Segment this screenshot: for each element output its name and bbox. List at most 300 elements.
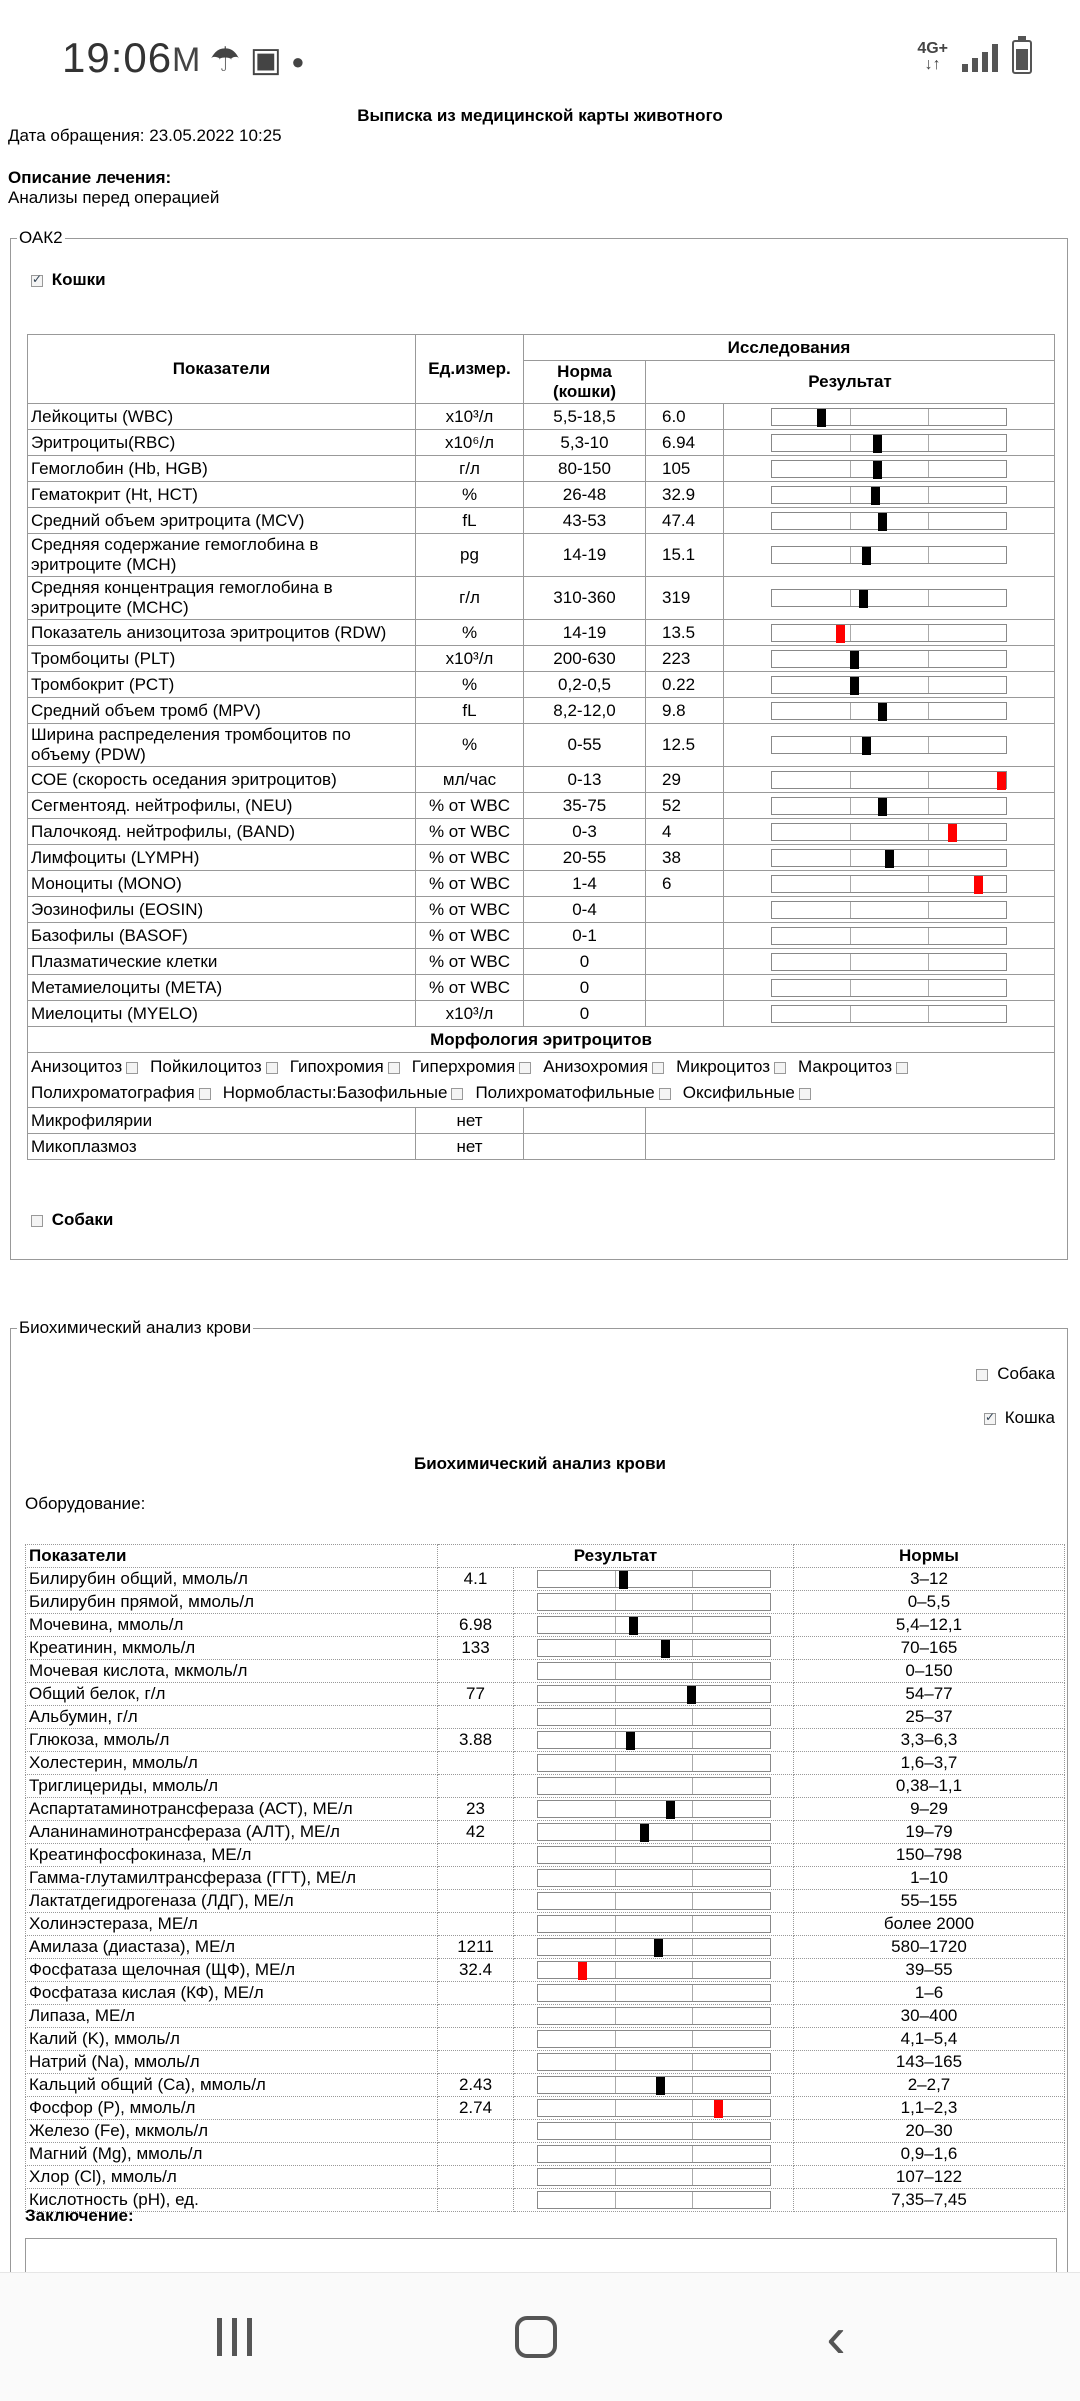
bio-indicator-value bbox=[438, 1591, 514, 1614]
cat-option bbox=[980, 1408, 1055, 1428]
indicator-norm: 5,5-18,5 bbox=[524, 404, 646, 430]
indicator-bar bbox=[724, 456, 1055, 482]
bio-indicator-bar bbox=[514, 2028, 794, 2051]
bio-indicator-name: Магний (Mg), ммоль/л bbox=[26, 2143, 438, 2166]
status-bar bbox=[0, 0, 1080, 110]
result-marker bbox=[626, 1732, 635, 1750]
bio-indicator-bar bbox=[514, 1936, 794, 1959]
signal-icon bbox=[962, 42, 998, 72]
indicator-norm: 0 bbox=[524, 949, 646, 975]
indicator-name: Средняя концентрация гемоглобина в эритроците (MCHC) bbox=[28, 577, 416, 620]
table-row bbox=[28, 724, 1055, 767]
indicator-value: 29 bbox=[646, 767, 724, 793]
bio-indicator-value bbox=[438, 1706, 514, 1729]
bio-indicator-value bbox=[438, 1867, 514, 1890]
indicator-bar bbox=[724, 767, 1055, 793]
indicator-bar bbox=[724, 698, 1055, 724]
bio-indicator-bar bbox=[514, 1729, 794, 1752]
morphology-checkbox[interactable] bbox=[126, 1062, 138, 1074]
result-marker bbox=[948, 824, 957, 842]
result-marker bbox=[878, 703, 887, 721]
table-row bbox=[26, 2166, 1065, 2189]
bio-indicator-bar bbox=[514, 1959, 794, 1982]
result-bar bbox=[537, 2053, 771, 2071]
bio-indicator-bar bbox=[514, 2005, 794, 2028]
table-row bbox=[26, 1982, 1065, 2005]
table-row bbox=[28, 1108, 1055, 1134]
indicator-value bbox=[646, 975, 724, 1001]
morphology-label: Полихроматография bbox=[31, 1083, 195, 1102]
indicator-value: 223 bbox=[646, 646, 724, 672]
indicator-bar bbox=[724, 646, 1055, 672]
table-row bbox=[28, 949, 1055, 975]
result-bar bbox=[771, 624, 1007, 642]
bio-indicator-value bbox=[438, 2051, 514, 2074]
bio-indicator-norm: более 2000 bbox=[794, 1913, 1065, 1936]
morphology-checkbox[interactable] bbox=[388, 1062, 400, 1074]
morphology-option bbox=[31, 1057, 142, 1076]
table-row bbox=[28, 975, 1055, 1001]
bio-indicator-norm: 70–165 bbox=[794, 1637, 1065, 1660]
result-bar bbox=[537, 1869, 771, 1887]
bio-indicator-bar bbox=[514, 1614, 794, 1637]
cats-label: Кошки bbox=[51, 270, 106, 289]
indicator-name: Базофилы (BASOF) bbox=[28, 923, 416, 949]
indicator-value: 6.0 bbox=[646, 404, 724, 430]
app-icon: ▣ bbox=[249, 41, 282, 79]
morphology-label: Микроцитоз bbox=[676, 1057, 771, 1076]
result-marker bbox=[850, 651, 859, 669]
bio-indicator-bar bbox=[514, 1752, 794, 1775]
result-marker bbox=[873, 435, 882, 453]
table-row bbox=[28, 404, 1055, 430]
result-bar bbox=[537, 1708, 771, 1726]
result-bar bbox=[537, 1892, 771, 1910]
bio-indicator-norm: 580–1720 bbox=[794, 1936, 1065, 1959]
table-row bbox=[28, 1001, 1055, 1027]
bio-table bbox=[25, 1544, 1065, 2212]
indicator-unit: x10⁶/л bbox=[416, 430, 524, 456]
result-marker bbox=[578, 1962, 587, 1980]
indicator-value: 105 bbox=[646, 456, 724, 482]
morphology-checkbox[interactable] bbox=[659, 1088, 671, 1100]
bio-legend: Биохимический анализ крови bbox=[19, 1318, 252, 1337]
result-bar bbox=[771, 650, 1007, 668]
result-bar bbox=[771, 486, 1007, 504]
indicator-norm: 20-55 bbox=[524, 845, 646, 871]
table-row bbox=[28, 577, 1055, 620]
bio-indicator-value: 32.4 bbox=[438, 1959, 514, 1982]
result-marker bbox=[654, 1939, 663, 1957]
indicator-norm: 26-48 bbox=[524, 482, 646, 508]
morphology-checkbox[interactable] bbox=[519, 1062, 531, 1074]
table-row bbox=[26, 1821, 1065, 1844]
indicator-value: 12.5 bbox=[646, 724, 724, 767]
indicator-bar bbox=[724, 897, 1055, 923]
morphology-label: Нормобласты:Базофильные bbox=[222, 1083, 448, 1102]
table-row bbox=[26, 1890, 1065, 1913]
result-marker bbox=[885, 850, 894, 868]
indicator-norm: 0-4 bbox=[524, 897, 646, 923]
result-bar bbox=[537, 2122, 771, 2140]
indicator-name: Показатель анизоцитоза эритроцитов (RDW) bbox=[28, 620, 416, 646]
bio-indicator-name: Кальций общий (Ca), ммоль/л bbox=[26, 2074, 438, 2097]
indicator-value: 4 bbox=[646, 819, 724, 845]
bio-indicator-norm: 150–798 bbox=[794, 1844, 1065, 1867]
result-bar bbox=[771, 849, 1007, 867]
result-marker bbox=[873, 461, 882, 479]
morphology-option bbox=[223, 1083, 468, 1102]
indicator-value: 47.4 bbox=[646, 508, 724, 534]
result-marker bbox=[997, 772, 1006, 790]
table-row bbox=[26, 1729, 1065, 1752]
bio-indicator-name: Амилаза (диастаза), МЕ/л bbox=[26, 1936, 438, 1959]
indicator-unit: г/л bbox=[416, 577, 524, 620]
morphology-option bbox=[475, 1083, 674, 1102]
bio-indicator-name: Фосфатаза кислая (КФ), МЕ/л bbox=[26, 1982, 438, 2005]
indicator-unit: fL bbox=[416, 698, 524, 724]
indicator-name: Гемоглобин (Hb, HGB) bbox=[28, 456, 416, 482]
table-row bbox=[28, 534, 1055, 577]
bio-indicator-norm: 19–79 bbox=[794, 1821, 1065, 1844]
bio-indicator-value: 133 bbox=[438, 1637, 514, 1660]
indicator-name: Палочкояд. нейтрофилы, (BAND) bbox=[28, 819, 416, 845]
indicator-bar bbox=[724, 534, 1055, 577]
morphology-option bbox=[31, 1083, 215, 1102]
bio-indicator-bar bbox=[514, 1798, 794, 1821]
bio-indicator-norm: 3,3–6,3 bbox=[794, 1729, 1065, 1752]
indicator-value bbox=[646, 897, 724, 923]
back-button[interactable]: ‹ bbox=[826, 2304, 846, 2370]
morphology-title: Морфология эритроцитов bbox=[28, 1027, 1055, 1053]
cats-option bbox=[27, 270, 106, 290]
result-bar bbox=[537, 2191, 771, 2209]
bio-indicator-bar bbox=[514, 1637, 794, 1660]
extra-name: Микоплазмоз bbox=[28, 1134, 416, 1160]
bio-indicator-name: Липаза, МЕ/л bbox=[26, 2005, 438, 2028]
result-bar bbox=[771, 927, 1007, 945]
bio-indicator-name: Лактатдегидрогеназа (ЛДГ), МЕ/л bbox=[26, 1890, 438, 1913]
bio-indicator-norm: 25–37 bbox=[794, 1706, 1065, 1729]
indicator-value bbox=[646, 949, 724, 975]
header-norm: Норма (кошки) bbox=[524, 361, 646, 404]
indicator-bar bbox=[724, 923, 1055, 949]
indicator-bar bbox=[724, 577, 1055, 620]
home-button[interactable] bbox=[496, 2307, 576, 2367]
bio-indicator-name: Билирубин прямой, ммоль/л bbox=[26, 1591, 438, 1614]
indicator-bar bbox=[724, 949, 1055, 975]
morphology-checkbox[interactable] bbox=[774, 1062, 786, 1074]
morphology-checkbox[interactable] bbox=[799, 1088, 811, 1100]
bio-indicator-norm: 143–165 bbox=[794, 2051, 1065, 2074]
indicator-bar bbox=[724, 404, 1055, 430]
treatment-text: Анализы перед операцией bbox=[8, 188, 220, 207]
result-bar bbox=[771, 953, 1007, 971]
table-row bbox=[26, 1913, 1065, 1936]
indicator-unit: % от WBC bbox=[416, 845, 524, 871]
indicator-unit: % bbox=[416, 724, 524, 767]
result-bar bbox=[537, 1639, 771, 1657]
indicator-norm: 14-19 bbox=[524, 534, 646, 577]
result-bar bbox=[537, 2076, 771, 2094]
oak-legend: ОАК2 bbox=[19, 228, 63, 247]
result-bar bbox=[771, 702, 1007, 720]
indicator-norm: 14-19 bbox=[524, 620, 646, 646]
table-row bbox=[26, 1706, 1065, 1729]
result-bar bbox=[537, 1961, 771, 1979]
result-bar bbox=[771, 875, 1007, 893]
result-bar bbox=[771, 771, 1007, 789]
result-bar bbox=[771, 823, 1007, 841]
bio-indicator-norm: 30–400 bbox=[794, 2005, 1065, 2028]
bio-indicator-bar bbox=[514, 1821, 794, 1844]
indicator-unit: fL bbox=[416, 508, 524, 534]
result-bar bbox=[537, 1777, 771, 1795]
table-row bbox=[26, 1936, 1065, 1959]
cats-checkbox[interactable] bbox=[31, 275, 43, 287]
indicator-norm: 0,2-0,5 bbox=[524, 672, 646, 698]
table-row bbox=[28, 698, 1055, 724]
bio-indicator-name: Глюкоза, ммоль/л bbox=[26, 1729, 438, 1752]
bio-indicator-bar bbox=[514, 1660, 794, 1683]
morphology-label: Анизоцитоз bbox=[31, 1057, 123, 1076]
bio-indicator-value bbox=[438, 1890, 514, 1913]
network-indicator: 4G+ ↓↑ bbox=[917, 40, 948, 73]
indicator-name: Эритроциты(RBC) bbox=[28, 430, 416, 456]
bio-indicator-value bbox=[438, 1775, 514, 1798]
indicator-norm: 0-55 bbox=[524, 724, 646, 767]
result-bar bbox=[537, 2007, 771, 2025]
morphology-options bbox=[28, 1053, 1055, 1108]
bio-indicator-name: Мочевина, ммоль/л bbox=[26, 1614, 438, 1637]
bio-indicator-name: Кислотность (pH), ед. bbox=[26, 2189, 438, 2212]
table-row bbox=[28, 672, 1055, 698]
oak-section bbox=[10, 228, 1068, 1260]
bio-indicator-value bbox=[438, 1844, 514, 1867]
bio-indicator-norm: 1,1–2,3 bbox=[794, 2097, 1065, 2120]
bio-indicator-name: Хлор (Cl), ммоль/л bbox=[26, 2166, 438, 2189]
indicator-value: 38 bbox=[646, 845, 724, 871]
bio-indicator-name: Фосфатаза щелочная (ЩФ), МЕ/л bbox=[26, 1959, 438, 1982]
table-row bbox=[26, 1568, 1065, 1591]
bio-indicator-name: Билирубин общий, ммоль/л bbox=[26, 1568, 438, 1591]
result-bar bbox=[771, 797, 1007, 815]
table-row bbox=[28, 430, 1055, 456]
indicator-unit: x10³/л bbox=[416, 646, 524, 672]
morphology-checkbox[interactable] bbox=[199, 1088, 211, 1100]
indicator-bar bbox=[724, 871, 1055, 897]
indicator-bar bbox=[724, 793, 1055, 819]
bio-indicator-value: 4.1 bbox=[438, 1568, 514, 1591]
bio-indicator-name: Креатинин, мкмоль/л bbox=[26, 1637, 438, 1660]
indicator-name: Средняя содержание гемоглобина в эритроците (MCH) bbox=[28, 534, 416, 577]
indicator-unit: % от WBC bbox=[416, 897, 524, 923]
bio-indicator-name: Общий белок, г/л bbox=[26, 1683, 438, 1706]
table-row bbox=[28, 871, 1055, 897]
indicator-unit: x10³/л bbox=[416, 1001, 524, 1027]
extra-empty bbox=[646, 1134, 1055, 1160]
result-bar bbox=[771, 589, 1007, 607]
umbrella-icon: ☂ bbox=[209, 41, 241, 79]
bio-indicator-value bbox=[438, 2166, 514, 2189]
morphology-checkbox[interactable] bbox=[266, 1062, 278, 1074]
table-row bbox=[28, 793, 1055, 819]
bio-indicator-bar bbox=[514, 1683, 794, 1706]
bio-indicator-bar bbox=[514, 2189, 794, 2212]
bio-indicator-name: Аспартатаминотрансфераза (АСТ), МЕ/л bbox=[26, 1798, 438, 1821]
morphology-option bbox=[150, 1057, 282, 1076]
oak-table bbox=[27, 334, 1055, 1160]
indicator-bar bbox=[724, 430, 1055, 456]
bio-indicator-norm: 0,9–1,6 bbox=[794, 2143, 1065, 2166]
conclusion-label: Заключение: bbox=[25, 2206, 134, 2225]
indicator-name: Метамиелоциты (META) bbox=[28, 975, 416, 1001]
bio-indicator-norm: 0–150 bbox=[794, 1660, 1065, 1683]
result-bar bbox=[771, 676, 1007, 694]
result-marker bbox=[859, 590, 868, 608]
table-row bbox=[26, 1798, 1065, 1821]
table-row bbox=[28, 482, 1055, 508]
result-marker bbox=[850, 677, 859, 695]
indicator-bar bbox=[724, 508, 1055, 534]
bio-indicator-bar bbox=[514, 1568, 794, 1591]
indicator-value: 13.5 bbox=[646, 620, 724, 646]
bio-indicator-norm: 7,35–7,45 bbox=[794, 2189, 1065, 2212]
indicator-norm: 43-53 bbox=[524, 508, 646, 534]
indicator-unit: г/л bbox=[416, 456, 524, 482]
bio-indicator-norm: 0,38–1,1 bbox=[794, 1775, 1065, 1798]
indicator-norm: 8,2-12,0 bbox=[524, 698, 646, 724]
indicator-bar bbox=[724, 724, 1055, 767]
morphology-option bbox=[543, 1057, 668, 1076]
result-bar bbox=[771, 408, 1007, 426]
table-row bbox=[28, 767, 1055, 793]
bio-indicator-norm: 0–5,5 bbox=[794, 1591, 1065, 1614]
cat-checkbox[interactable] bbox=[984, 1413, 996, 1425]
result-bar bbox=[537, 1938, 771, 1956]
result-bar bbox=[537, 1915, 771, 1933]
bio-indicator-bar bbox=[514, 2166, 794, 2189]
morphology-label: Анизохромия bbox=[543, 1057, 649, 1076]
bio-indicator-value bbox=[438, 1982, 514, 2005]
extra-value: нет bbox=[416, 1134, 524, 1160]
bio-indicator-value: 42 bbox=[438, 1821, 514, 1844]
navigation-bar bbox=[0, 2272, 1080, 2401]
bio-indicator-name: Холестерин, ммоль/л bbox=[26, 1752, 438, 1775]
bio-indicator-bar bbox=[514, 1775, 794, 1798]
bio-indicator-name: Холинэстераза, МЕ/л bbox=[26, 1913, 438, 1936]
bio-indicator-bar bbox=[514, 2097, 794, 2120]
bio-indicator-norm: 39–55 bbox=[794, 1959, 1065, 1982]
indicator-value: 15.1 bbox=[646, 534, 724, 577]
result-bar bbox=[771, 901, 1007, 919]
extra-empty bbox=[646, 1108, 1055, 1134]
morphology-option bbox=[412, 1057, 535, 1076]
notification-icons bbox=[172, 40, 305, 80]
result-bar bbox=[771, 546, 1007, 564]
bio-indicator-value bbox=[438, 2028, 514, 2051]
bio-indicator-value bbox=[438, 2120, 514, 2143]
bio-indicator-value bbox=[438, 1660, 514, 1683]
bio-header-result: Результат bbox=[438, 1545, 794, 1568]
dog-label: Собака bbox=[997, 1364, 1055, 1383]
table-row bbox=[28, 819, 1055, 845]
result-marker bbox=[640, 1824, 649, 1842]
extra-empty bbox=[524, 1134, 646, 1160]
bio-indicator-bar bbox=[514, 1844, 794, 1867]
table-row bbox=[26, 2120, 1065, 2143]
result-marker bbox=[974, 876, 983, 894]
extra-value: нет bbox=[416, 1108, 524, 1134]
morphology-checkbox[interactable] bbox=[896, 1062, 908, 1074]
result-marker bbox=[666, 1801, 675, 1819]
result-marker bbox=[714, 2100, 723, 2118]
table-row bbox=[28, 508, 1055, 534]
result-marker bbox=[836, 625, 845, 643]
dog-checkbox[interactable] bbox=[976, 1369, 988, 1381]
bio-indicator-value bbox=[438, 1752, 514, 1775]
result-marker bbox=[629, 1617, 638, 1635]
result-marker bbox=[878, 798, 887, 816]
gmail-icon: M bbox=[172, 41, 201, 79]
table-row bbox=[26, 1637, 1065, 1660]
indicator-unit: x10³/л bbox=[416, 404, 524, 430]
bio-indicator-name: Креатинфосфокиназа, МЕ/л bbox=[26, 1844, 438, 1867]
visit-date: Дата обращения: 23.05.2022 10:25 bbox=[8, 126, 282, 145]
indicator-unit: % bbox=[416, 672, 524, 698]
table-row bbox=[26, 1683, 1065, 1706]
morphology-label: Гиперхромия bbox=[411, 1057, 516, 1076]
bio-indicator-bar bbox=[514, 2120, 794, 2143]
indicator-bar bbox=[724, 845, 1055, 871]
bio-indicator-bar bbox=[514, 1706, 794, 1729]
bio-indicator-value bbox=[438, 2189, 514, 2212]
document-title: Выписка из медицинской карты животного bbox=[357, 106, 723, 125]
bio-indicator-norm: 54–77 bbox=[794, 1683, 1065, 1706]
extra-name: Микрофилярии bbox=[28, 1108, 416, 1134]
table-row bbox=[26, 1591, 1065, 1614]
battery-icon bbox=[1012, 40, 1032, 74]
indicator-norm: 0 bbox=[524, 975, 646, 1001]
result-bar bbox=[771, 434, 1007, 452]
recent-apps-button[interactable] bbox=[194, 2307, 274, 2367]
indicator-value: 9.8 bbox=[646, 698, 724, 724]
morphology-checkbox[interactable] bbox=[652, 1062, 664, 1074]
bio-indicator-value: 77 bbox=[438, 1683, 514, 1706]
indicator-unit: % от WBC bbox=[416, 949, 524, 975]
result-marker bbox=[871, 487, 880, 505]
result-bar bbox=[537, 1731, 771, 1749]
bio-indicator-name: Фосфор (P), ммоль/л bbox=[26, 2097, 438, 2120]
header-unit: Ед.измер. bbox=[416, 335, 524, 404]
dot-icon: ● bbox=[291, 49, 305, 75]
indicator-norm: 0 bbox=[524, 1001, 646, 1027]
table-row bbox=[26, 2051, 1065, 2074]
dogs-checkbox[interactable] bbox=[31, 1215, 43, 1227]
status-right bbox=[917, 40, 1032, 74]
indicator-unit: % от WBC bbox=[416, 793, 524, 819]
bio-indicator-norm: 3–12 bbox=[794, 1568, 1065, 1591]
cat-label: Кошка bbox=[1004, 1408, 1055, 1427]
bio-indicator-value bbox=[438, 1913, 514, 1936]
bio-indicator-norm: 1–6 bbox=[794, 1982, 1065, 2005]
indicator-value: 319 bbox=[646, 577, 724, 620]
table-row bbox=[26, 1867, 1065, 1890]
morphology-checkbox[interactable] bbox=[451, 1088, 463, 1100]
bio-title: Биохимический анализ крови bbox=[413, 1454, 667, 1473]
table-row bbox=[28, 1134, 1055, 1160]
bio-indicator-name: Гамма-глутамилтрансфераза (ГГТ), МЕ/л bbox=[26, 1867, 438, 1890]
